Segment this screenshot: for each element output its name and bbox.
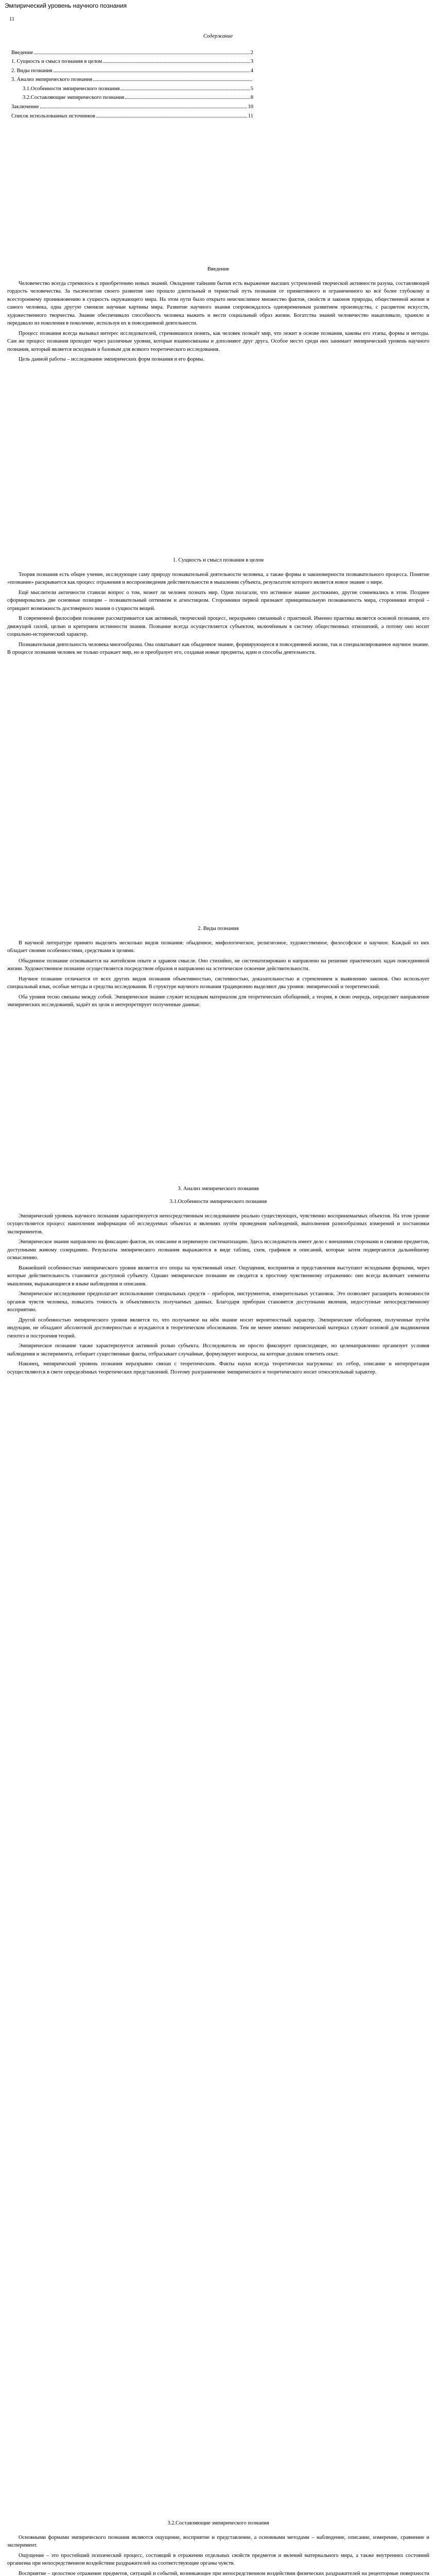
- paragraph: Наконец, эмпирический уровень познания неразрывно связан с теоретическим. Факты науки всегда теоретически нагружены: их отбор, описание и интерпретация осуществляются в свете определённых теоретических представлений. Поэтому разграничение эмпирического и теоретического носит относительный характер.: [7, 1361, 429, 1375]
- paragraph: Оба уровня тесно связаны между собой. Эмпирическое знание служит исходным материалом для теоретических обобщений, а теория, в свою очередь, определяет направление эмпирических исследований, задаёт их цели и интерпретирует полученные данные.: [7, 994, 429, 1008]
- paragraph: В современной философии познание рассматривается как активный, творческий процесс, неразрывно связанный с практикой. Именно практика является основой познания, его движущей силой, целью и критерием истинности знания. Познание всегда осуществляется субъектом, включённым в систему общественных отношений, а потому оно носит социально-исторический характер.: [7, 616, 429, 637]
- paragraph: Эмпирический уровень научного познания характеризуется непосредственным исследованием реально существующих, чувственно воспринимаемых объектов. На этом уровне осуществляется процесс накопления информации об исследуемых объектах и явлениях путём проведения наблюдений, выполнения разнообразных измерений и постановки экспериментов.: [7, 1213, 429, 1235]
- section-heading: 2. Виды познания: [198, 926, 239, 931]
- paragraph: Процесс познания всегда вызывал интерес исследователей, стремившихся понять, как человек познаёт мир, что лежит в основе познания, каковы его этапы, формы и методы. Сам же процесс познания проходит через различные уровни, которые взаимосвязаны и дополняют друг друга. Особое место среди них занимает эмпирический уровень научного познания, который является исходным и базовым для всякого теоретического исследования.: [7, 330, 429, 352]
- toc-entry[interactable]: [11, 67, 253, 76]
- toc-entry-label: 3.2.Составляющие эмпирического познания: [23, 95, 125, 101]
- toc-entry-label: Введение: [11, 49, 33, 56]
- toc-leader-dots: [125, 98, 250, 99]
- toc-entry-page: 10: [248, 104, 253, 110]
- section-heading: 1. Сущность и смысл познания в целом: [172, 557, 264, 563]
- toc-entry-label: 3. Анализ эмпирического познания: [11, 77, 93, 83]
- section-heading: 3. Анализ эмпирического познания: [178, 1186, 259, 1192]
- paragraph: Эмпирическое исследование предполагает использование специальных средств – приборов, инструментов, измерительных установок. Это позволяет расширить возможности органов чувств человека, повысить точность и объективность получаемых данных. Благодаря приборам становятся доступными явления, недоступные непосредственному восприятию.: [7, 1291, 429, 1313]
- toc-entry-label: 1. Сущность и смысл познания в целом: [11, 59, 102, 65]
- toc-entry[interactable]: [11, 103, 253, 112]
- section: [7, 1198, 429, 1378]
- toc-entry[interactable]: [11, 58, 253, 67]
- section: [7, 925, 429, 1011]
- section-heading: Введение: [207, 266, 230, 272]
- paragraph: В научной литературе принято выделять несколько видов познания: обыденное, мифологическое, религиозное, художественное, философское и научное. Каждый из них обладает своими особенностями, средствами и целями.: [7, 940, 429, 954]
- paragraph: Другой особенностью эмпирического уровня является то, что получаемое на нём знание носит вероятностный характер. Эмпирические обобщения, полученные путём индукции, не обладают абсолютной достоверностью и нуждаются в теоретическом обосновании. Тем не менее именно эмпирический материал служит основой для выдвижения гипотез и построения теорий.: [7, 1317, 429, 1339]
- paragraph: Эмпирическое знание направлено на фиксацию фактов, их описание и первичную систематизацию. Здесь исследователь имеет дело с внешними сторонами и связями предметов, доступными живому созерцанию. Результаты эмпирического познания выражаются в виде таблиц, схем, графиков и описаний, которые затем подвергаются дальнейшему осмыслению.: [7, 1239, 429, 1261]
- toc-entry[interactable]: [11, 76, 253, 85]
- section: [7, 556, 429, 659]
- section-heading: 3.2.Составляющие эмпирического познания: [167, 2520, 269, 2526]
- paragraph: Основными формами эмпирического познания являются ощущение, восприятие и представление, а основными методами – наблюдение, описание, измерение, сравнение и эксперимент.: [7, 2534, 429, 2548]
- toc-entry-label: 2. Виды познания: [11, 67, 53, 74]
- toc-entry-page: 3: [250, 59, 253, 65]
- paragraph: Познавательная деятельность человека многообразна. Она охватывает как обыденное знание, формирующееся в повседневной жизни, так и специализированное научное знание. В процессе познания человек не только отражает мир, но и преобразует его, создавая новые предметы, идеи и способы деятельности.: [7, 641, 429, 655]
- page-number: 11: [9, 16, 15, 22]
- toc-entry-page: 5: [250, 86, 253, 92]
- section: [7, 2519, 429, 2576]
- section-heading: 3.1.Особенности эмпирического познания: [169, 1199, 267, 1205]
- paragraph: Человечество всегда стремилось к приобретению новых знаний. Овладение тайнами бытия есть выражение высших устремлений творческой активности разума, составляющей гордость человечества. За тысячелетия своего развития оно прошло длительный и тернистый путь познания от примитивного и ограниченного ко всё более глубокому и всестороннему проникновению в сущность окружающего мира. На этом пути было открыто неисчислимое множество фактов, свойств и законов природы, общественной жизни и самого человека, одна другую сменяли научные картины мира. Развитие научного знания сопровождалось одновременным развитием производства, с расцветом искусств, художественного творчества. Знание обеспечивало способность человека выжить и вести социальный образ жизни. Богатства знаний человечество накапливало, хранило и передавало из поколения в поколение, используя их в повседневной деятельности.: [7, 280, 429, 326]
- paragraph: Эмпирическое познание также характеризуется активной ролью субъекта. Исследователь не просто фиксирует происходящее, но целенаправленно организует условия наблюдения и эксперимента, отбирает существенные факты, отбрасывает случайные, формулирует вопросы, на которые должен ответить опыт.: [7, 1343, 429, 1357]
- section: [7, 265, 429, 366]
- toc-entry[interactable]: [23, 94, 253, 103]
- toc-entry-page: 4: [250, 67, 253, 74]
- toc-entry[interactable]: [23, 85, 253, 94]
- toc-entry-label: Заключение: [11, 104, 39, 110]
- table-of-contents: [0, 32, 436, 121]
- paragraph: Ещё мыслители античности ставили вопрос о том, может ли человек познать мир. Одни полагали, что истинное знание достижимо, другие сомневались в этом. Позднее сформировались две основные позиции – познавательный оптимизм и агностицизм. Сторонники первой признают принципиальную познаваемость мира, сторонники второй – отрицают возможность достоверного знания о сущности вещей.: [7, 589, 429, 612]
- toc-heading: Содержание: [203, 33, 233, 39]
- toc-entry-page: 2: [250, 49, 253, 56]
- paragraph: Теория познания есть общее учение, исследующее саму природу познавательной деятельности человека, а также формы и закономерности познавательного процесса. Понятие «познание» раскрывается как процесс отражения и воспроизведения действительности в мышлении субъекта, результатом которого является новое знание о мире.: [7, 571, 429, 585]
- toc-entry-page: 11: [248, 113, 253, 119]
- toc-entry-label: Список использованных источников: [11, 113, 95, 119]
- paragraph: Обыденное познание основывается на житейском опыте и здравом смысле. Оно стихийно, не систематизировано и направлено на решение практических задач повседневной жизни. Художественное познание осуществляется посредством образов и направлено на эстетическое освоение действительности.: [7, 958, 429, 972]
- toc-rows: [0, 49, 436, 122]
- toc-entry-label: 3.1.Особенности эмпирического познания: [23, 86, 120, 92]
- toc-entry[interactable]: [11, 112, 253, 122]
- paragraph: Ощущение – это простейший психический процесс, состоящий в отражении отдельных свойств предметов и явлений материального мира, а также внутренних состояний организма при непосредственном воздействии раздражителей на соответствующие органы чувств.: [7, 2552, 429, 2566]
- toc-entry[interactable]: [11, 49, 253, 58]
- document-title: Эмпирический уровень научного познания: [5, 2, 127, 9]
- paragraph: Цель данной работы – исследование эмпирических форм познания и его формы.: [19, 357, 204, 362]
- paragraph: Восприятие – целостное отражение предметов, ситуаций и событий, возникающее при непосредственном воздействии физических раздражителей на рецепторные поверхности: [19, 2570, 429, 2576]
- toc-leader-dots: [93, 80, 252, 81]
- paragraph: Научное познание отличается от всех других видов познания объективностью, системностью, доказательностью и стремлением к выявлению законов. Оно использует специальный язык, особые методы и средства исследования. В структуре научного познания традиционно выделяют два уровня: эмпирический и теоретический.: [7, 976, 429, 990]
- toc-entry-page: 8: [250, 95, 253, 101]
- section: [7, 1185, 429, 1199]
- paragraph: Важнейшей особенностью эмпирического уровня является его опора на чувственный опыт. Ощущения, восприятия и представления выступают исходными формами, через которые действительность становится доступной субъекту. Однако эмпирическое познание не сводится к простому чувственному отражению: оно всегда включает элементы мышления, выражающиеся в языке наблюдения и описания.: [7, 1265, 429, 1287]
- toc-leader-dots: [103, 62, 249, 63]
